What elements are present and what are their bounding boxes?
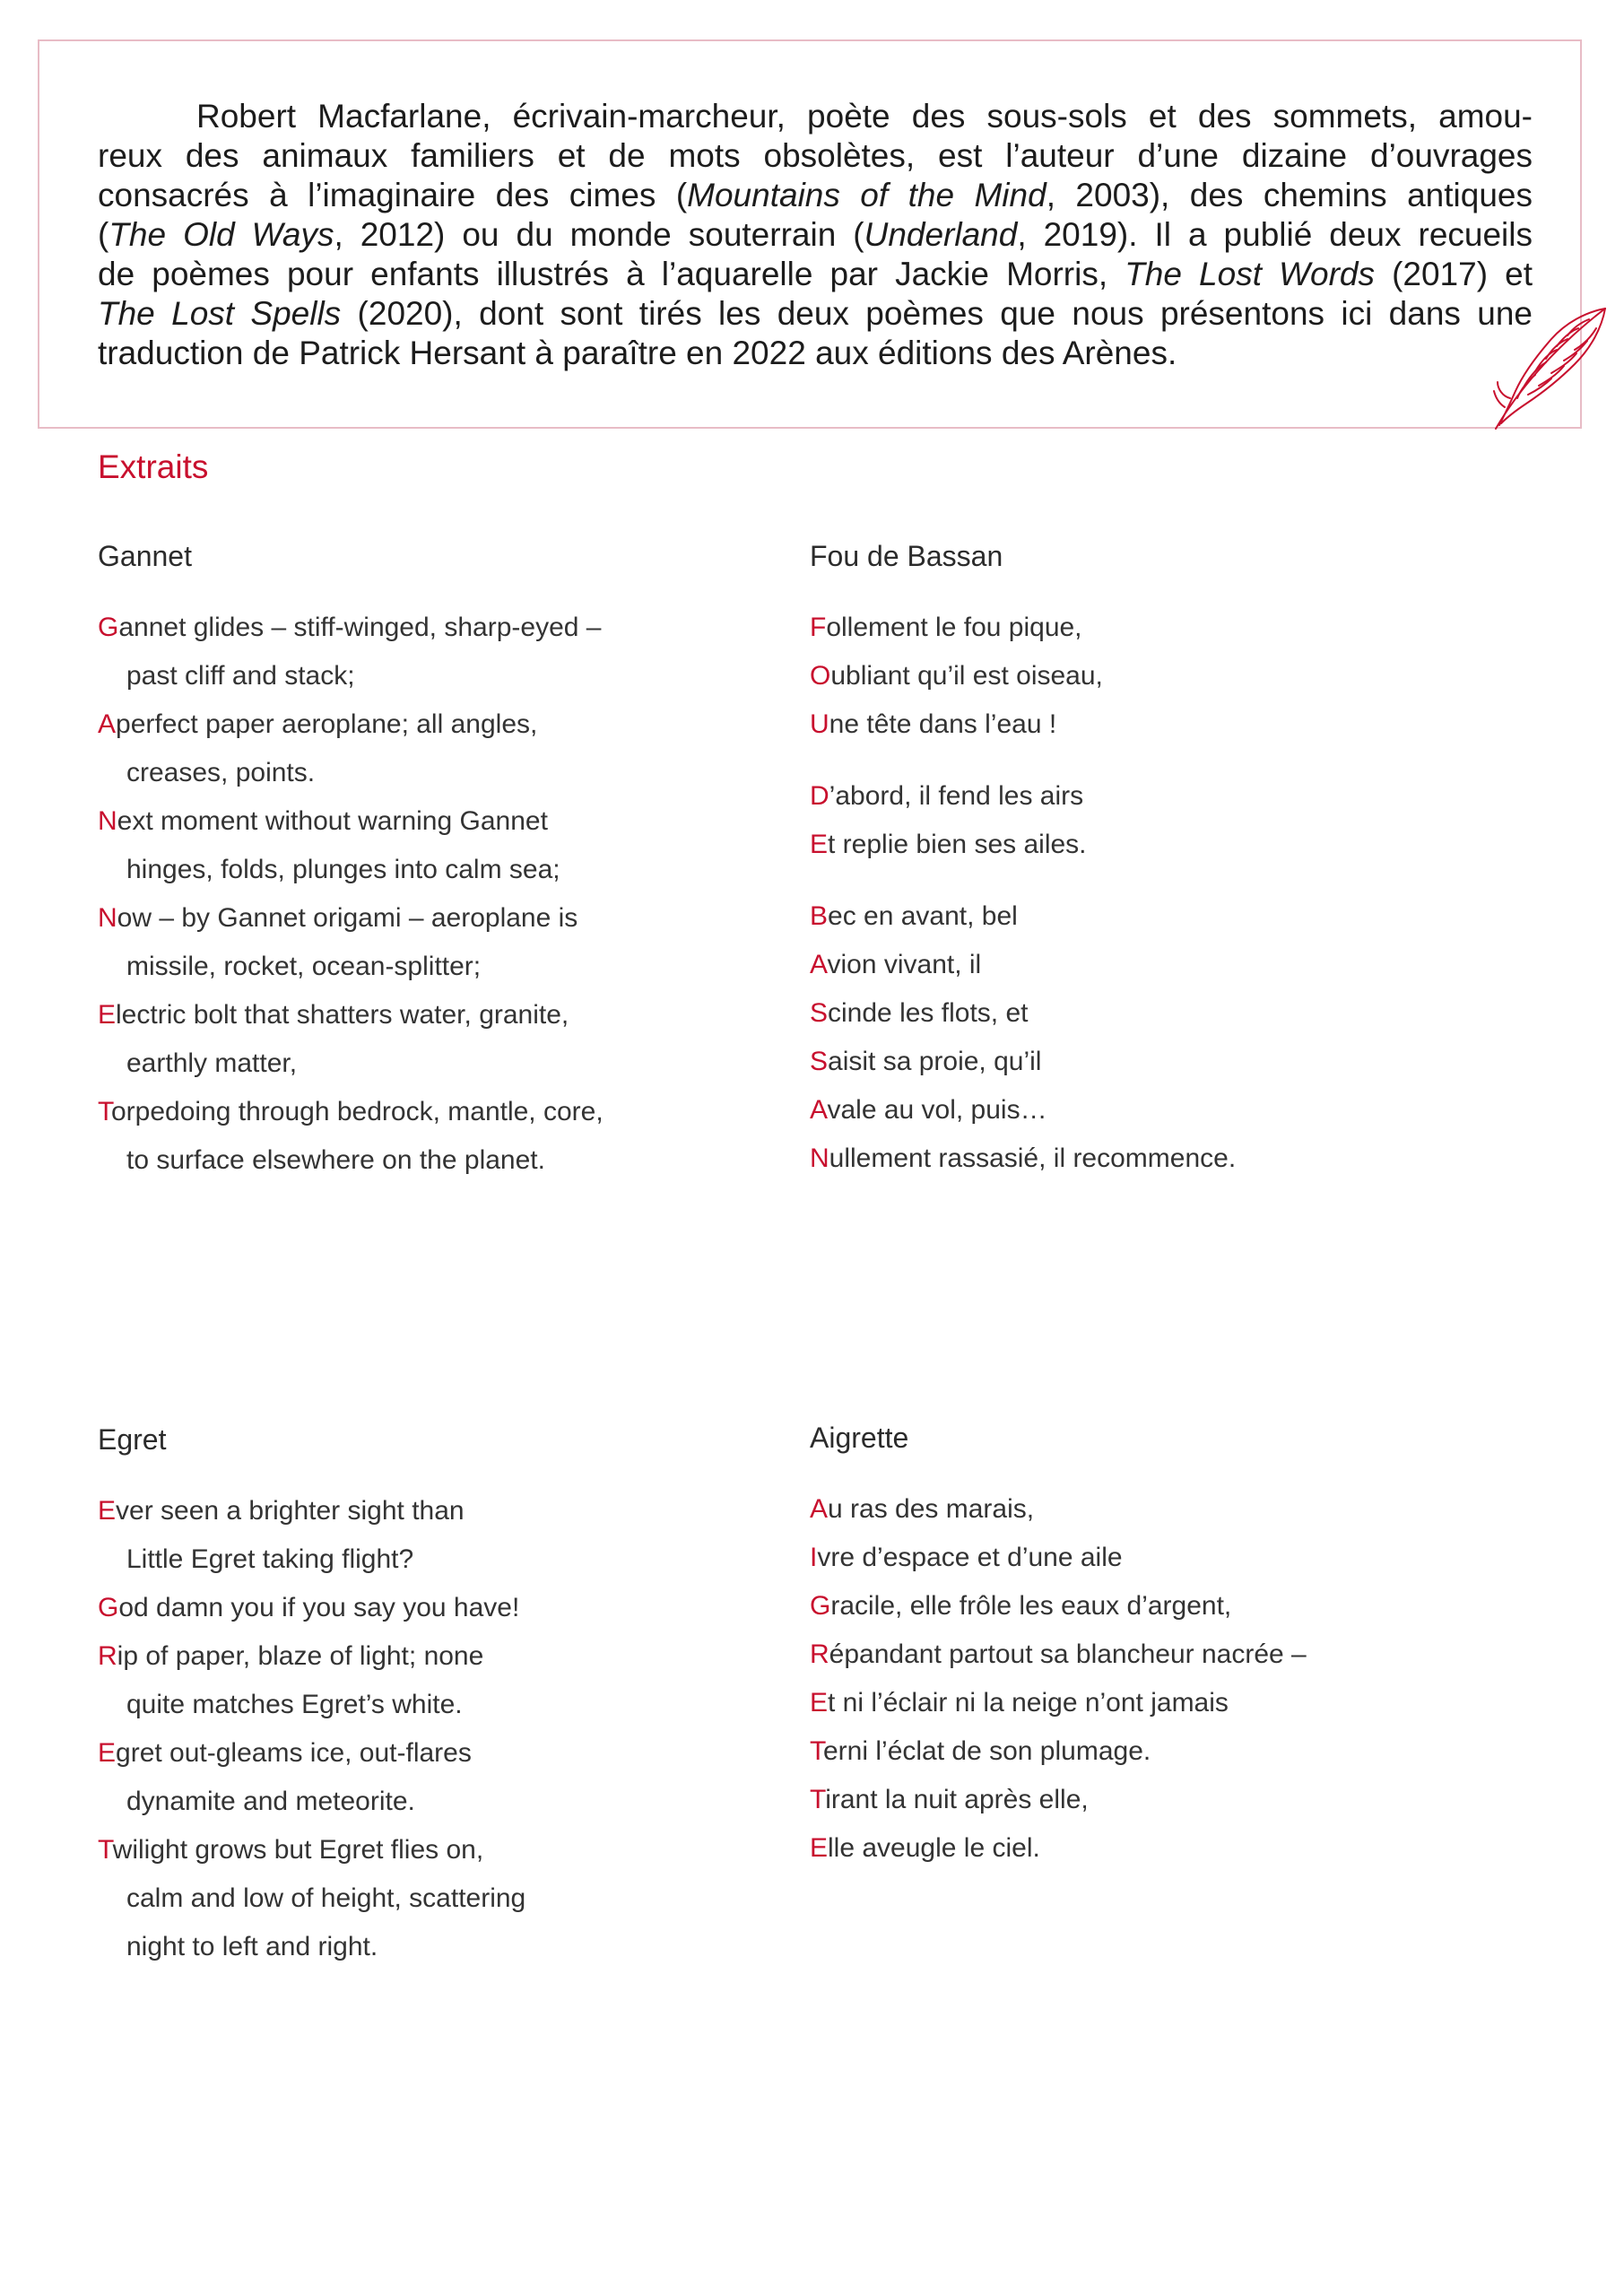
poem-aigrette	[810, 1413, 1307, 1873]
acrostic-letter: S	[810, 1047, 829, 1076]
poem-line	[810, 1038, 1236, 1086]
poem-line	[810, 1824, 1307, 1873]
line-text: ’abord, il fend les airs	[829, 781, 1084, 811]
book-title: Mountains of the Mind	[687, 177, 1046, 213]
poem-gannet	[98, 532, 604, 1185]
line-text: racile, elle frôle les eaux d’argent,	[830, 1591, 1232, 1621]
line-text: ver seen a brighter sight than	[116, 1496, 465, 1526]
intro-text-segment: (	[98, 216, 109, 253]
line-text: wilight grows but Egret flies on,	[112, 1835, 484, 1865]
line-text: ext moment without warning Gannet	[117, 806, 548, 836]
line-text: épandant partout sa blancheur nacrée –	[829, 1639, 1307, 1669]
poem-line	[98, 991, 604, 1039]
poem-line	[98, 1584, 525, 1632]
line-text: t replie bien ses ailes.	[828, 830, 1087, 859]
line-text: ne tête dans l’eau !	[829, 709, 1057, 739]
acrostic-letter: U	[810, 709, 829, 739]
acrostic-letter: G	[98, 1593, 119, 1622]
poem-line	[98, 749, 604, 797]
poem-line	[810, 892, 1236, 941]
acrostic-letter: E	[810, 1833, 829, 1863]
line-text: past cliff and stack;	[126, 661, 355, 691]
poem-lines	[98, 1487, 525, 1971]
acrostic-letter: D	[810, 781, 829, 811]
poem-line	[98, 604, 604, 652]
line-text: to surface elsewhere on the planet.	[126, 1145, 545, 1175]
acrostic-letter: N	[98, 806, 117, 836]
line-text: earthly matter,	[126, 1048, 298, 1078]
section-title: Extraits	[98, 448, 209, 485]
line-text: ullement rassasié, il recommence.	[829, 1144, 1237, 1173]
poem-line	[98, 1535, 525, 1584]
poem-title: Egret	[98, 1423, 167, 1456]
stanza-break	[810, 869, 1236, 892]
line-text: creases, points.	[126, 758, 316, 787]
line-text: u ras des marais,	[828, 1494, 1035, 1524]
poem-lines	[98, 604, 604, 1185]
acrostic-letter: B	[810, 901, 829, 931]
poem-line	[98, 1487, 525, 1535]
line-text: ip of paper, blaze of light; none	[117, 1641, 484, 1671]
acrostic-letter: O	[810, 661, 831, 691]
poem-line	[810, 1582, 1307, 1631]
intro-paragraph	[98, 97, 1533, 373]
intro-line	[98, 255, 1533, 294]
acrostic-letter: T	[98, 1097, 111, 1126]
acrostic-letter: F	[810, 613, 827, 642]
stanza-break	[810, 749, 1236, 772]
poem-line	[810, 772, 1236, 821]
line-text: annet glides – stiff-winged, sharp-eyed –	[118, 613, 602, 642]
poem-line	[810, 1485, 1307, 1534]
acrostic-letter: R	[810, 1639, 829, 1669]
book-title: The Lost Words	[1125, 256, 1375, 292]
line-text: vion vivant, il	[827, 950, 982, 979]
acrostic-letter: R	[98, 1641, 117, 1671]
poem-line	[98, 1136, 604, 1185]
intro-line: traduction de Patrick Hersant à paraître en 2022 aux éditions des Arènes.	[98, 335, 1177, 371]
acrostic-letter: T	[810, 1785, 826, 1814]
poem-egret	[98, 1415, 525, 1971]
acrostic-letter: E	[98, 1738, 117, 1768]
poem-line	[810, 604, 1236, 652]
acrostic-letter: E	[810, 830, 829, 859]
poem-line	[98, 700, 604, 749]
poem-line	[810, 1679, 1307, 1727]
line-text: hinges, folds, plunges into calm sea;	[126, 855, 560, 884]
acrostic-letter: E	[810, 1688, 829, 1718]
poem-fou-de-bassan	[810, 532, 1236, 1183]
poem-line	[98, 1088, 604, 1136]
line-text: quite matches Egret’s white.	[126, 1690, 463, 1719]
line-text: lectric bolt that shatters water, granite,	[116, 1000, 569, 1030]
intro-text-segment: (2017) et	[1374, 256, 1533, 292]
acrostic-letter: A	[810, 950, 828, 979]
intro-text-segment: , 2019). Il a publié deux recueils	[1017, 216, 1533, 253]
poem-line	[98, 894, 604, 943]
intro-text-segment: (2020), dont sont tirés les deux poèmes que nous présentons ici dans une	[341, 295, 1533, 332]
poem-line	[810, 1534, 1307, 1582]
poem-line	[810, 1086, 1236, 1135]
line-text: ow – by Gannet origami – aeroplane is	[117, 903, 578, 933]
acrostic-letter: S	[810, 998, 829, 1028]
acrostic-letter: A	[810, 1095, 828, 1125]
poem-title: Aigrette	[810, 1422, 909, 1454]
intro-text-segment: consacrés à l’imaginaire des cimes (	[98, 177, 688, 213]
acrostic-letter: G	[98, 613, 119, 642]
line-text: ubliant qu’il est oiseau,	[830, 661, 1103, 691]
poem-line	[810, 1776, 1307, 1824]
poem-line	[98, 943, 604, 991]
acrostic-letter: N	[98, 903, 117, 933]
line-text: t ni l’éclair ni la neige n’ont jamais	[828, 1688, 1229, 1718]
poem-line	[98, 846, 604, 894]
line-text: dynamite and meteorite.	[126, 1787, 415, 1816]
line-text: aisit sa proie, qu’il	[828, 1047, 1042, 1076]
poem-line	[98, 1826, 525, 1874]
book-title: Underland	[864, 216, 1018, 253]
poem-line	[810, 700, 1236, 749]
line-text: cinde les flots, et	[828, 998, 1029, 1028]
poem-line	[98, 1681, 525, 1729]
acrostic-letter: I	[810, 1543, 818, 1572]
line-text: calm and low of height, scattering	[126, 1883, 526, 1913]
acrostic-letter: E	[98, 1000, 117, 1030]
line-text: vale au vol, puis…	[827, 1095, 1047, 1125]
intro-line	[98, 176, 1533, 215]
intro-line: Robert Macfarlane, écrivain-marcheur, poète des sous-sols et des sommets, amou-	[196, 98, 1533, 135]
poem-line	[810, 941, 1236, 989]
line-text: Little Egret taking flight?	[126, 1544, 414, 1574]
line-text: orpedoing through bedrock, mantle, core,	[111, 1097, 604, 1126]
line-text: ec en avant, bel	[828, 901, 1018, 931]
poem-lines	[810, 604, 1236, 1183]
acrostic-letter: E	[98, 1496, 117, 1526]
intro-text-segment: , 2003), des chemins antiques	[1046, 177, 1533, 213]
quill-feather-icon	[1480, 296, 1610, 430]
acrostic-letter: G	[810, 1591, 831, 1621]
poem-line	[810, 821, 1236, 869]
acrostic-letter: N	[810, 1144, 829, 1173]
intro-text-segment: , 2012) ou du monde souterrain (	[334, 216, 864, 253]
intro-text-segment: de poèmes pour enfants illustrés à l’aquarelle par Jackie Morris,	[98, 256, 1125, 292]
line-text: erni l’éclat de son plumage.	[823, 1736, 1151, 1766]
line-text: missile, rocket, ocean-splitter;	[126, 952, 482, 981]
poem-line	[98, 1778, 525, 1826]
acrostic-letter: A	[98, 709, 117, 739]
intro-line	[98, 294, 1533, 334]
poem-line	[810, 652, 1236, 700]
line-text: lle aveugle le ciel.	[828, 1833, 1040, 1863]
line-text: ollement le fou pique,	[826, 613, 1082, 642]
poem-line	[98, 1729, 525, 1778]
poem-line	[98, 1923, 525, 1971]
poem-line	[810, 1631, 1307, 1679]
poem-line	[98, 1632, 525, 1681]
line-text: night to left and right.	[126, 1932, 378, 1961]
book-title: The Lost Spells	[98, 295, 342, 332]
acrostic-letter: A	[810, 1494, 829, 1524]
intro-line: reux des animaux familiers et de mots obsolètes, est l’auteur d’une dizaine d’ouvrages	[98, 137, 1533, 174]
poem-line	[98, 797, 604, 846]
poem-line	[810, 1135, 1236, 1183]
poem-line	[98, 1874, 525, 1923]
poem-line	[98, 1039, 604, 1088]
acrostic-letter: T	[810, 1736, 823, 1766]
poem-line	[98, 652, 604, 700]
poem-title: Gannet	[98, 540, 192, 572]
acrostic-letter: T	[98, 1835, 113, 1865]
poem-title: Fou de Bassan	[810, 540, 1003, 572]
line-text: perfect paper aeroplane; all angles,	[116, 709, 538, 739]
book-title: The Old Ways	[109, 216, 334, 253]
poem-line	[810, 1727, 1307, 1776]
line-text: irant la nuit après elle,	[825, 1785, 1089, 1814]
poem-line	[810, 989, 1236, 1038]
line-text: od damn you if you say you have!	[118, 1593, 520, 1622]
line-text: gret out-gleams ice, out-flares	[116, 1738, 472, 1768]
line-text: vre d’espace et d’une aile	[817, 1543, 1123, 1572]
poem-lines	[810, 1485, 1307, 1873]
intro-line	[98, 215, 1533, 255]
